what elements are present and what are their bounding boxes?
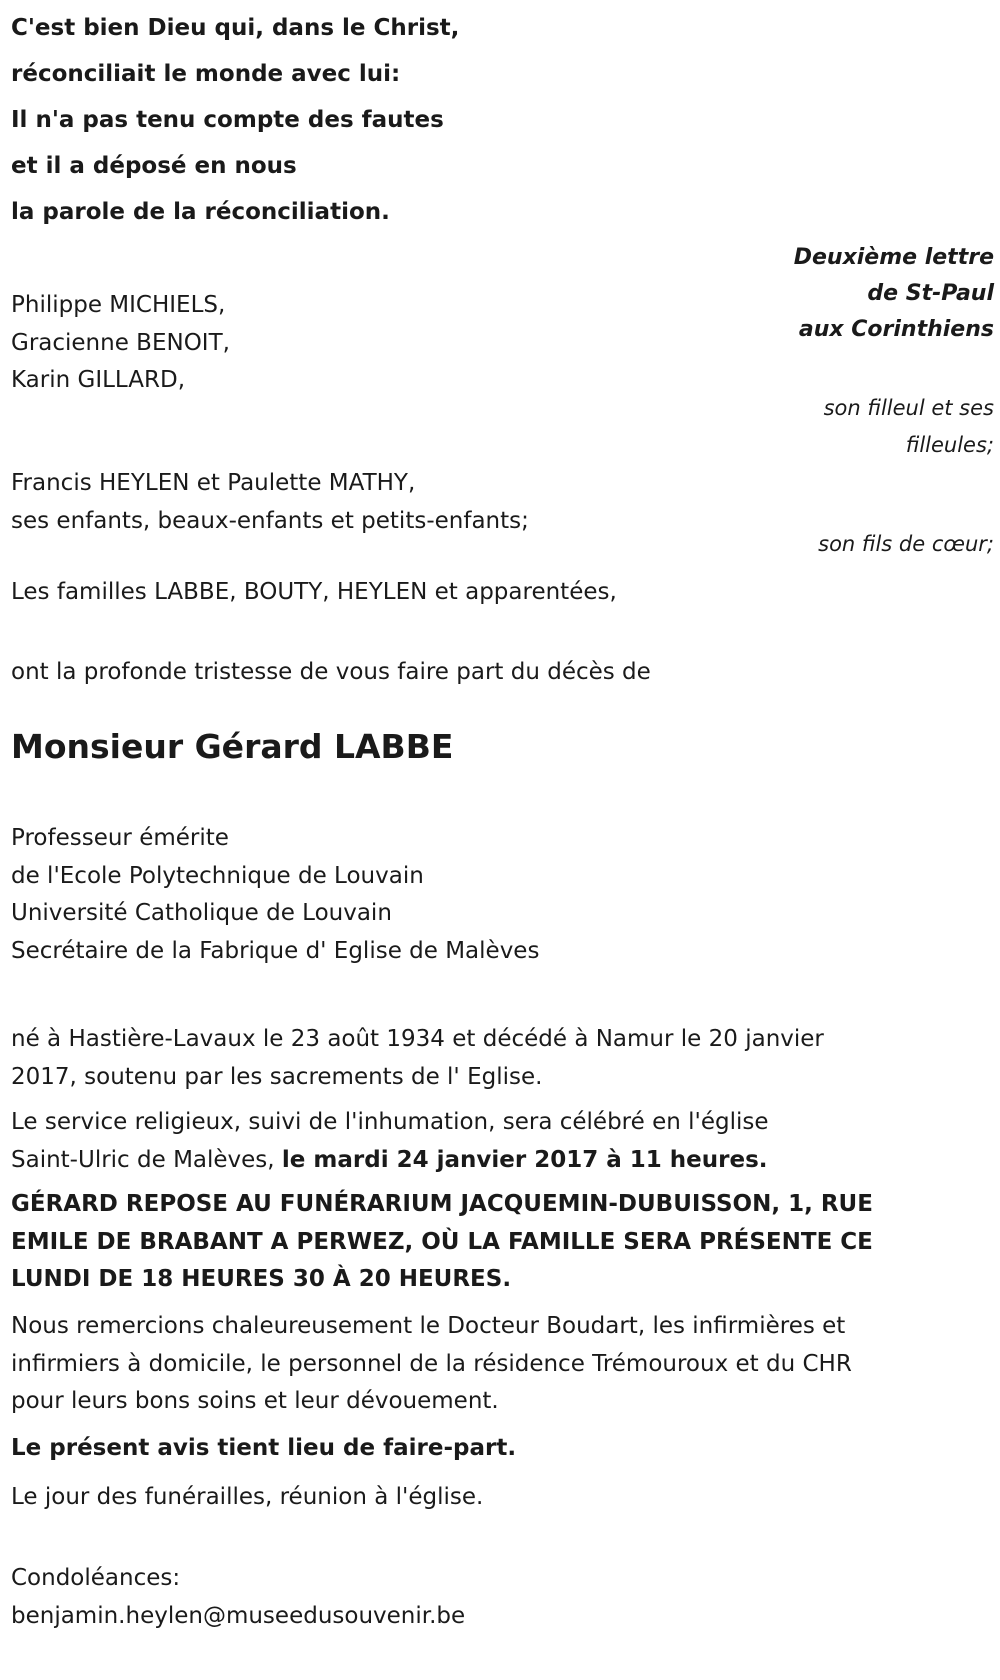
deceased-titles [11,820,996,970]
condolences-label: Condoléances: [11,1565,181,1591]
paragraph-line: EMILE DE BRABANT A PERWEZ, OÙ LA FAMILLE SERA PRÉSENTE CE [11,1228,873,1255]
heart-son-line: ses enfants, beaux-enfants et petits-enfants; [11,507,529,534]
godchildren-relation [824,390,994,464]
verse-line: C'est bien Dieu qui, dans le Christ, [11,15,460,41]
title-line: Université Catholique de Louvain [11,900,392,926]
service-place: Saint-Ulric de Malèves, [11,1146,282,1173]
verse-source [794,240,994,348]
verse-source-line: Deuxième lettre [793,245,994,270]
paragraph-line: 2017, soutenu par les sacrements de l' Eglise. [11,1063,543,1090]
deceased-name: Monsieur Gérard LABBE [11,727,454,766]
paragraph-line: Le jour des funérailles, réunion à l'église. [11,1484,484,1510]
verse-line: réconciliait le monde avec lui: [11,61,401,87]
birth-death-paragraph [11,1021,996,1096]
condolences-block [11,1560,996,1635]
heart-son-relation [818,526,994,563]
relation-line: son fils de cœur; [818,532,994,556]
verse-source-line: de St-Paul [867,281,994,306]
godchild-name: Gracienne BENOIT, [11,329,230,356]
heart-son-names [11,465,529,540]
paragraph-line: Le service religieux, suivi de l'inhumation, sera célébré en l'église [11,1109,769,1135]
paragraph-line: Le présent avis tient lieu de faire-part. [11,1435,517,1461]
verse-line: la parole de la réconciliation. [11,199,390,225]
service-date: le mardi 24 janvier 2017 à 11 heures. [281,1146,768,1173]
godchildren-names [11,287,230,400]
paragraph-line: né à Hastière-Lavaux le 23 août 1934 et décédé à Namur le 20 janvier [11,1026,824,1052]
funeral-meeting-line [11,1479,996,1517]
bible-verse [11,5,459,235]
godchild-name: Philippe MICHIELS, [11,292,226,318]
paragraph-line: pour leurs bons soins et leur dévouement. [11,1388,499,1414]
funerarium-paragraph [11,1186,996,1299]
title-line: de l'Ecole Polytechnique de Louvain [11,862,424,889]
paragraph-line [11,1142,996,1180]
heart-son-line: Francis HEYLEN et Paulette MATHY, [11,470,416,496]
verse-line: et il a déposé en nous [11,153,297,179]
relation-line: filleules; [905,433,994,457]
godchild-name: Karin GILLARD, [11,367,186,393]
title-line: Secrétaire de la Fabrique d' Eglise de Malèves [11,937,540,964]
paragraph-line: Nous remercions chaleureusement le Docteur Boudart, les infirmières et [11,1313,846,1339]
condolences-email[interactable]: benjamin.heylen@museedusouvenir.be [11,1602,466,1629]
title-line: Professeur émérite [11,825,229,851]
service-paragraph [11,1104,996,1179]
announcement-line: ont la profonde tristesse de vous faire part du décès de [11,659,651,685]
verse-line: Il n'a pas tenu compte des fautes [11,107,444,133]
notice-line [11,1430,996,1468]
paragraph-line: LUNDI DE 18 HEURES 30 À 20 HEURES. [11,1266,512,1292]
paragraph-line: GÉRARD REPOSE AU FUNÉRARIUM JACQUEMIN-DUBUISSON, 1, RUE [11,1191,873,1217]
verse-source-line: aux Corinthiens [798,317,994,342]
families-line: Les familles LABBE, BOUTY, HEYLEN et apparentées, [11,579,617,605]
relation-line: son filleul et ses [823,396,994,420]
thanks-paragraph [11,1308,996,1421]
paragraph-line: infirmiers à domicile, le personnel de la résidence Trémouroux et du CHR [11,1350,852,1377]
